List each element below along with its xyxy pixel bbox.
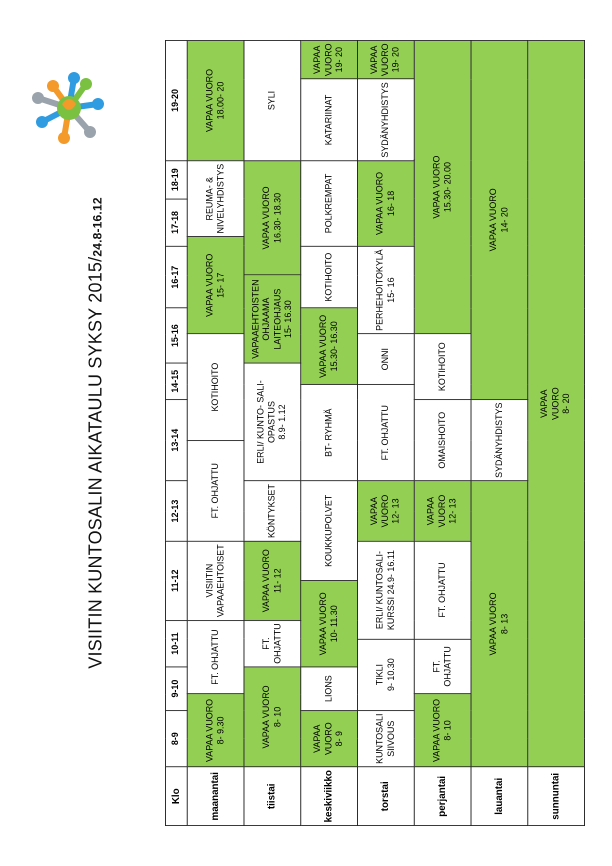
hour-label: 10-11 [165, 620, 187, 667]
slot-cell: VAPAA VUORO 19- 20 [301, 40, 358, 79]
hour-label: 12-13 [165, 481, 187, 541]
slot-cell: KATARIINAT [301, 79, 358, 161]
slot-cell: VAPAA VUORO 11- 12 [244, 541, 301, 620]
hour-label: 14-15 [165, 363, 187, 399]
hour-label: 17-18 [165, 199, 187, 246]
slot-cell: ONNI [358, 334, 415, 384]
slot-cell: REUMA- & NIVELYHDISTYS [187, 161, 244, 237]
hour-label: 9-10 [165, 667, 187, 711]
slot-cell: KÖNTYKSET [244, 481, 301, 541]
header-klo: Klo [165, 767, 187, 826]
day-header-tuesday: tiistai [244, 767, 301, 826]
slot-cell: FT. OHJATTU [358, 384, 415, 481]
day-header-friday: perjantai [414, 767, 471, 826]
slot-cell: VAPAA VUORO 15- 17 [187, 237, 244, 334]
slot-cell: LIONS [301, 667, 358, 711]
slot-cell: VAPAA VUORO 16- 18 [358, 161, 415, 246]
slot-cell: KOTIHOITO [187, 334, 244, 440]
slot-cell: KOTIHOITO [414, 334, 471, 399]
slot-cell: VISIITIN VAPAAEHTOISET [187, 541, 244, 620]
slot-cell: FT. OHJATTU [187, 620, 244, 694]
page-title [65, 40, 127, 826]
slot-cell: VAPAA VUORO 8- 10 [414, 694, 471, 767]
hour-label: 18-19 [165, 161, 187, 199]
slot-cell: VAPAA VUORO 8- 9 [301, 710, 358, 767]
slot-cell: KOUKKUPOLVET [301, 481, 358, 581]
slot-cell: FT. OHJATTU [187, 440, 244, 541]
hour-label: 15-16 [165, 308, 187, 363]
slot-cell: VAPAA VUORO 19- 20 [358, 40, 415, 79]
slot-cell: VAPAA VUORO 14- 20 [471, 40, 528, 399]
logo-icon [28, 68, 110, 148]
slot-cell: TIKLI 9- 10.30 [358, 639, 415, 711]
title-main: VISIITIN KUNTOSALIN AIKATAULU SYKSY 2015/ [85, 256, 106, 669]
slot-cell: SYDÄNYHDISTYS [471, 399, 528, 481]
day-header-wednesday: keskiviikko [301, 767, 358, 826]
title-dates: 24.8-16.12 [90, 197, 105, 257]
slot-cell: FT. OHJATTU [244, 620, 301, 667]
slot-cell: KUNTOSALI SIIVOUS [358, 710, 415, 767]
slot-cell: VAPAA VUORO 8- 9.30 [187, 694, 244, 767]
slot-cell: VAPAA VUORO 8- 13 [471, 481, 528, 767]
slot-cell: VAPAA VUORO 16.30- 18.30 [244, 161, 301, 275]
day-header-monday: maanantai [187, 767, 244, 826]
slot-cell: KOTIHOITO [301, 246, 358, 308]
day-header-saturday: lauantai [471, 767, 528, 826]
hour-label: 8-9 [165, 710, 187, 767]
slot-cell: FT. OHJATTU [414, 541, 471, 639]
slot-cell: VAPAA VUORO 15.30- 16.30 [301, 308, 358, 384]
slot-cell: VAPAA VUORO 12- 13 [414, 481, 471, 541]
slot-cell: ERLI/ KUNTO- SALI- OPASTUS 8.9- 1.12 [244, 363, 301, 481]
slot-cell: OMAISHOITO [414, 399, 471, 481]
slot-cell: SYDÄNYHDISTYS [358, 79, 415, 161]
slot-cell: ERLI/ KUNTOSALI- KURSSI 24.9- 16.11 [358, 541, 415, 639]
slot-cell: VAPAA VUORO 10- 11.30 [301, 581, 358, 667]
slot-cell: VAPAA VUORO 12- 13 [358, 481, 415, 541]
day-header-thursday: torstai [358, 767, 415, 826]
hour-label: 16-17 [165, 246, 187, 308]
day-header-sunday: sunnuntai [528, 767, 585, 826]
hour-label: 13-14 [165, 399, 187, 481]
slot-cell: BT- RYHMÄ [301, 384, 358, 481]
slot-cell: VAPAA VUORO 18.00- 20 [187, 40, 244, 160]
hour-label: 19-20 [165, 40, 187, 160]
slot-cell: PERHEHOITOKYLÄ 15- 16 [358, 246, 415, 334]
slot-cell: SYLI [244, 40, 301, 160]
slot-cell: FT. OHJATTU [414, 639, 471, 694]
slot-cell: VAPAA VUORO 8- 10 [244, 667, 301, 767]
slot-cell: VAPAAEHTOISTEN OHJAAMA LAITEOHJAUS 15- 16.30 [244, 275, 301, 363]
slot-cell: POLKREMPAT [301, 161, 358, 246]
hour-label: 11-12 [165, 541, 187, 620]
slot-cell: VAPAA VUORO 8- 20 [528, 40, 585, 767]
schedule-table [165, 40, 585, 826]
slot-cell: VAPAA VUORO 15.30- 20.00 [414, 40, 471, 334]
